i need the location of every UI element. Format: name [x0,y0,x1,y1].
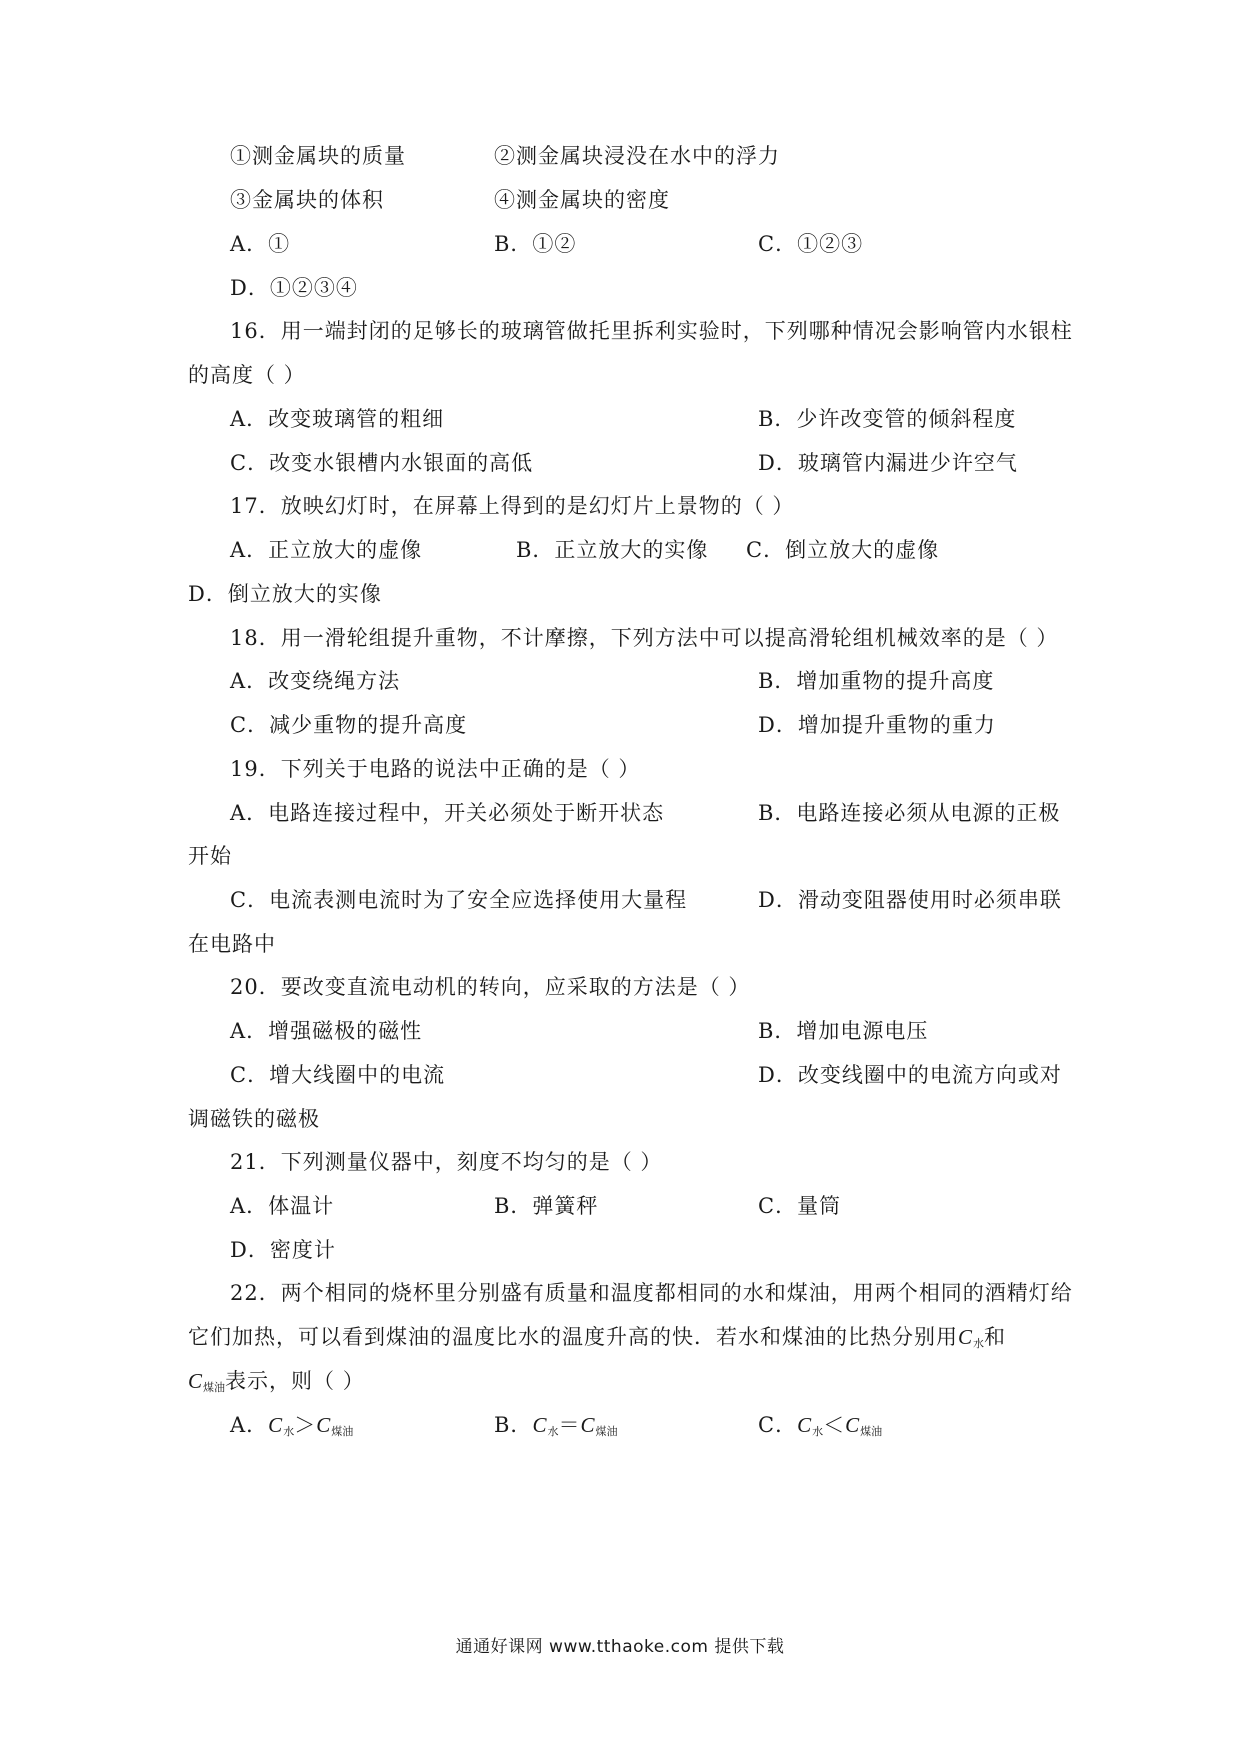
q16-option-c: C．改变水银槽内水银面的高低 [230,451,534,475]
symbol-c: C [845,1413,861,1437]
q15-item-2: ②测金属块浸没在水中的浮力 [494,144,780,168]
greater-than: ＞ [294,1413,317,1437]
q16-option-d: D．玻璃管内漏进少许空气 [758,451,1018,475]
q20-option-c: C．增大线圈中的电流 [230,1063,446,1087]
option-label: A． [230,1413,269,1437]
symbol-c: C [797,1413,813,1437]
subscript-kerosene: 煤油 [331,1425,354,1438]
q16-option-b: B．少许改变管的倾斜程度 [758,407,1017,431]
q15-option-b: B．①② [494,232,577,256]
q19-option-a: A．电路连接过程中，开关必须处于断开状态 [230,801,665,825]
subscript-water: 水 [812,1425,824,1438]
q20-stem: 20．要改变直流电动机的转向，应采取的方法是（ ） [230,975,751,999]
q16-stem-line2: 的高度（ ） [188,363,306,387]
q22-option-c [758,1410,882,1447]
q15-option-c: C．①②③ [758,232,864,256]
q22-stem-line2 [188,1322,1006,1359]
q15-item-1: ①测金属块的质量 [230,144,406,168]
q21-option-d: D．密度计 [230,1238,336,1262]
q21-option-b: B．弹簧秤 [494,1194,599,1218]
option-label: C． [758,1413,798,1437]
q16-stem-line1: 16．用一端封闭的足够长的玻璃管做托里拆利实验时，下列哪种情况会影响管内水银柱 [230,319,1073,343]
q22-option-a [230,1410,353,1447]
q19-option-b-line1: B．电路连接必须从电源的正极 [758,801,1061,825]
q19-option-b-line2: 开始 [188,844,232,868]
symbol-c: C [532,1413,548,1437]
q15-item-3: ③金属块的体积 [230,188,384,212]
subscript-water: 水 [973,1337,985,1350]
q21-option-c: C．量筒 [758,1194,842,1218]
symbol-c-kerosene: C [188,1369,204,1393]
equals: ＝ [558,1413,581,1437]
q17-option-d: D．倒立放大的实像 [188,582,382,606]
q20-option-d-line1: D．改变线圈中的电流方向或对 [758,1063,1062,1087]
q19-option-d-line2: 在电路中 [188,932,276,956]
q22-stem-line2-text: 它们加热，可以看到煤油的温度比水的温度升高的快．若水和煤油的比热分别用 [188,1325,958,1349]
q15-option-d: D．①②③④ [230,276,358,300]
symbol-c: C [580,1413,596,1437]
q17-option-c: C．倒立放大的虚像 [746,538,940,562]
q19-stem: 19．下列关于电路的说法中正确的是（ ） [230,757,641,781]
subscript-water: 水 [547,1425,559,1438]
q19-option-d-line1: D．滑动变阻器使用时必须串联 [758,888,1062,912]
q22-stem-line3 [188,1366,365,1403]
q19-option-c: C．电流表测电流时为了安全应选择使用大量程 [230,888,688,912]
q21-option-a: A．体温计 [230,1194,335,1218]
q15-item-4: ④测金属块的密度 [494,188,670,212]
subscript-kerosene: 煤油 [203,1381,226,1394]
q22-stem-line1: 22．两个相同的烧杯里分别盛有质量和温度都相同的水和煤油，用两个相同的酒精灯给 [230,1281,1073,1305]
q18-option-c: C．减少重物的提升高度 [230,713,468,737]
subscript-water: 水 [283,1425,295,1438]
q22-option-b [494,1410,617,1447]
q17-option-a: A．正立放大的虚像 [230,538,423,562]
symbol-c-water: C [958,1325,974,1349]
q20-option-d-line2: 调磁铁的磁极 [188,1107,320,1131]
q17-option-b: B．正立放大的实像 [516,538,709,562]
q20-option-a: A．增强磁极的磁性 [230,1019,423,1043]
q20-option-b: B．增加电源电压 [758,1019,929,1043]
page-footer: 通通好课网 www.tthaoke.com 提供下载 [455,1637,785,1657]
subscript-kerosene: 煤油 [860,1425,883,1438]
q21-stem: 21．下列测量仪器中，刻度不均匀的是（ ） [230,1150,663,1174]
subscript-kerosene: 煤油 [595,1425,618,1438]
q17-stem: 17．放映幻灯时，在屏幕上得到的是幻灯片上景物的（ ） [230,494,795,518]
q18-option-d: D．增加提升重物的重力 [758,713,996,737]
q18-option-b: B．增加重物的提升高度 [758,669,995,693]
q16-option-a: A．改变玻璃管的粗细 [230,407,445,431]
less-than: ＜ [823,1413,846,1437]
symbol-c: C [268,1413,284,1437]
q22-stem-line3-text: 表示，则（ ） [225,1369,365,1393]
symbol-c: C [316,1413,332,1437]
q18-option-a: A．改变绕绳方法 [230,669,401,693]
q18-stem: 18．用一滑轮组提升重物，不计摩擦，下列方法中可以提高滑轮组机械效率的是（ ） [230,626,1059,650]
q15-option-a: A．① [230,232,291,256]
conjunction-he: 和 [984,1325,1007,1349]
option-label: B． [494,1413,533,1437]
